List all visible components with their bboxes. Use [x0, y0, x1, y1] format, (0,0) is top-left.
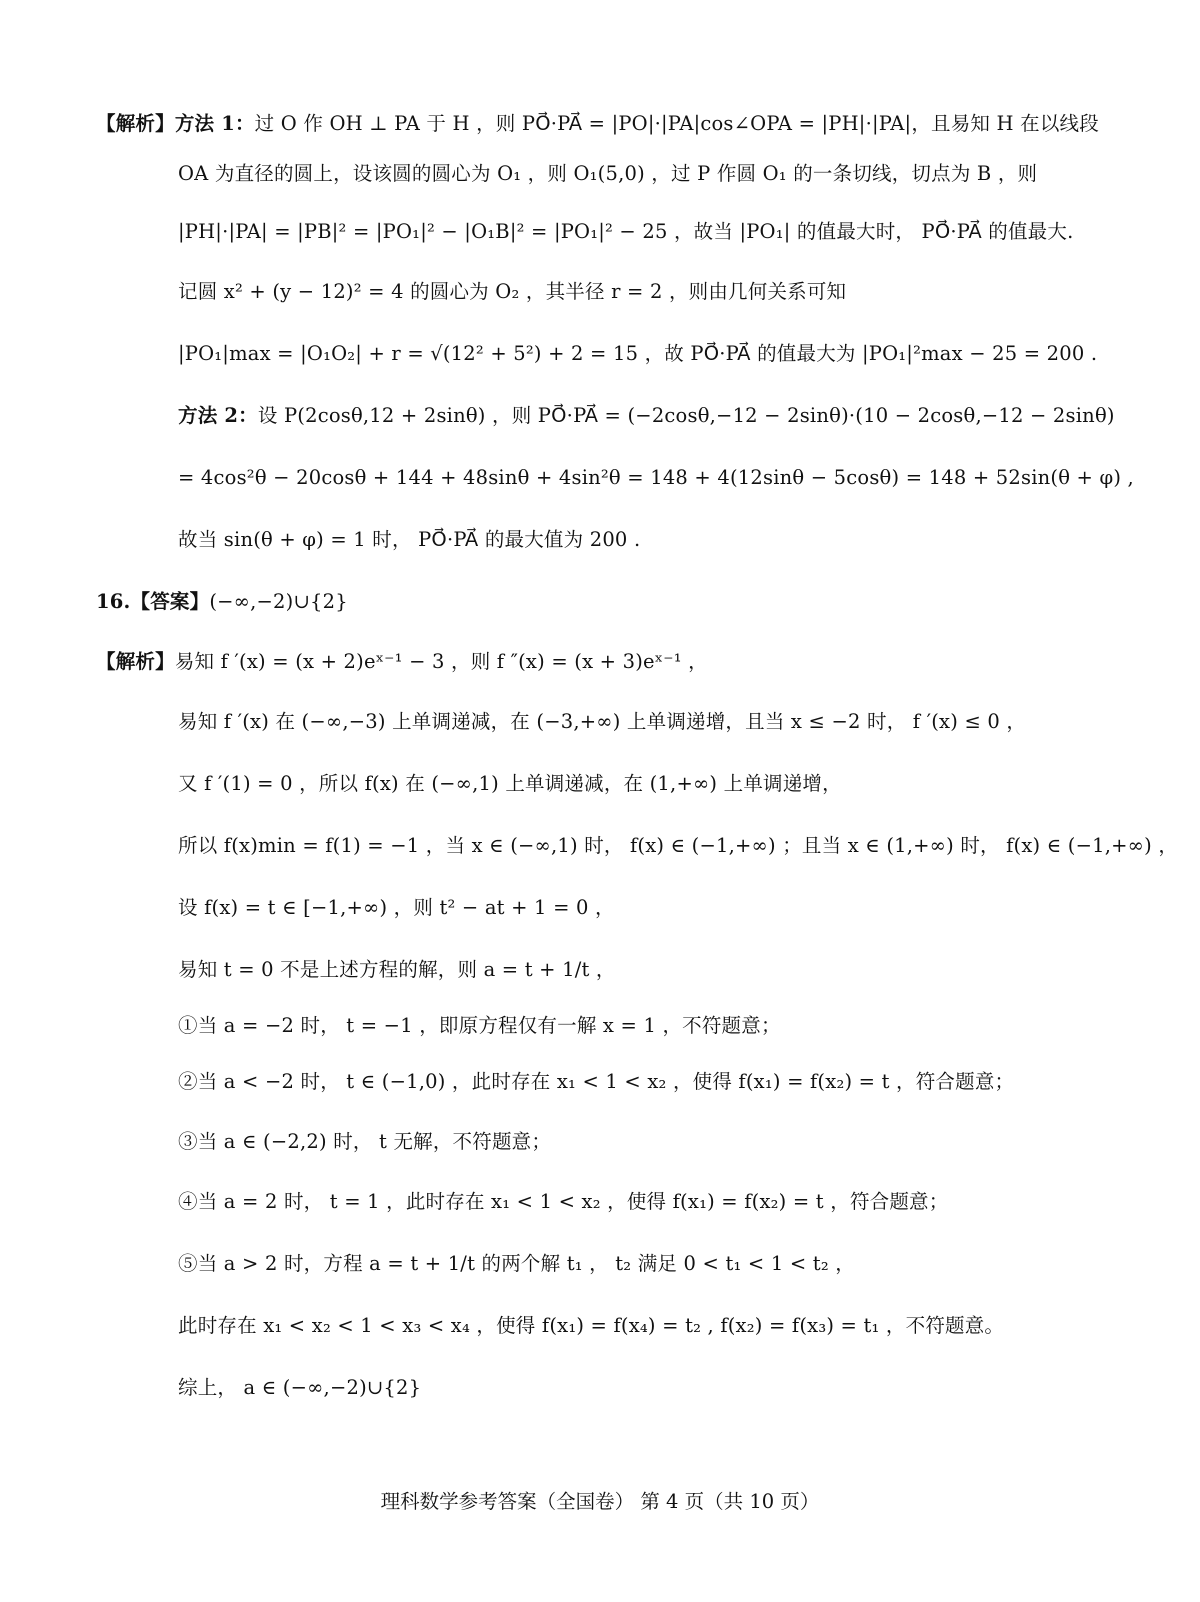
q16-case4: ④当 a = 2 时， t = 1 ，此时存在 x₁ < 1 < x₂ ，使得 f(x₁) = f(x₂) = t ，符合题意；: [178, 1190, 949, 1213]
q16-case5: ⑤当 a > 2 时，方程 a = t + 1/t 的两个解 t₁ ， t₂ 满足 0 < t₁ < 1 < t₂ ，: [178, 1252, 855, 1275]
solution15-method1-line5: |PO₁|max = |O₁O₂| + r = √(12² + 5²) + 2 = 15 ，故 PO⃗·PA⃗ 的值最大为 |PO₁|²max − 25 = 200 .: [178, 342, 1098, 365]
q16-conclusion: 综上， a ∈ (−∞,−2)∪{2}: [178, 1376, 422, 1399]
solution15-method2-line2: = 4cos²θ − 20cosθ + 144 + 48sinθ + 4sin²θ = 148 + 4(12sinθ − 5cosθ) = 148 + 52sin(θ + φ) ,: [178, 466, 1134, 489]
method1-label: 方法 1：: [174, 112, 255, 135]
method1-text: 过 O 作 OH ⊥ PA 于 H ，则 PO⃗·PA⃗ = |PO|·|PA|cos∠OPA = |PH|·|PA|，且易知 H 在以线段: [254, 112, 1099, 135]
q16-l5: 设 f(x) = t ∈ [−1,+∞) ，则 t² − at + 1 = 0 ，: [178, 896, 615, 919]
q16-case6: 此时存在 x₁ < x₂ < 1 < x₃ < x₄ ，使得 f(x₁) = f(x₄) = t₂ , f(x₂) = f(x₃) = t₁ ，不符题意。: [178, 1314, 1005, 1337]
solution15-method1-line2: OA 为直径的圆上，设该圆的圆心为 O₁ ，则 O₁(5,0) ，过 P 作圆 O₁ 的一条切线，切点为 B ，则: [178, 162, 1038, 185]
solution15-method1-line3: |PH|·|PA| = |PB|² = |PO₁|² − |O₁B|² = |PO₁|² − 25 ，故当 |PO₁| 的值最大时， PO⃗·PA⃗ 的值最大.: [178, 220, 1074, 243]
q16-answer-label: 16.【答案】: [96, 590, 210, 613]
solution15-method2-line1: [178, 402, 1115, 430]
q16-case1: ①当 a = −2 时， t = −1 ，即原方程仅有一解 x = 1 ，不符题意；: [178, 1014, 781, 1037]
q16-l2: 易知 f ′(x) 在 (−∞,−3) 上单调递减，在 (−3,+∞) 上单调递增，且当 x ≤ −2 时， f ′(x) ≤ 0 ，: [178, 710, 1027, 733]
q16-case2: ②当 a < −2 时， t ∈ (−1,0) ，此时存在 x₁ < 1 < x₂ ，使得 f(x₁) = f(x₂) = t ，符合题意；: [178, 1070, 1015, 1093]
q16-l4: 所以 f(x)min = f(1) = −1 ，当 x ∈ (−∞,1) 时， f(x) ∈ (−1,+∞) ；且当 x ∈ (1,+∞) 时， f(x) ∈ (−1,+∞) ，: [178, 834, 1179, 857]
q16-analysis-line1: [96, 648, 708, 676]
solution15-method2-line3: 故当 sin(θ + φ) = 1 时， PO⃗·PA⃗ 的最大值为 200 .: [178, 528, 641, 551]
solution15-method1-line1: [96, 110, 1099, 138]
q16-l6: 易知 t = 0 不是上述方程的解，则 a = t + 1/t ，: [178, 958, 616, 981]
q16-case3: ③当 a ∈ (−2,2) 时， t 无解，不符题意；: [178, 1130, 552, 1153]
method2-label: 方法 2：: [178, 404, 258, 427]
q16-answer: (−∞,−2)∪{2}: [209, 590, 348, 613]
q16-answer-line: [96, 588, 348, 616]
q16-l1: 易知 f ′(x) = (x + 2)eˣ⁻¹ − 3 ，则 f ″(x) = (x + 3)eˣ⁻¹ ，: [174, 650, 708, 673]
q16-solution-tag: 【解析】: [96, 650, 175, 673]
solution-tag: 【解析】: [96, 112, 175, 135]
q16-l3: 又 f ′(1) = 0 ，所以 f(x) 在 (−∞,1) 上单调递减，在 (1,+∞) 上单调递增，: [178, 772, 842, 795]
page-footer: 理科数学参考答案（全国卷） 第 4 页（共 10 页）: [380, 1490, 820, 1513]
solution15-method1-line4: 记圆 x² + (y − 12)² = 4 的圆心为 O₂ ，其半径 r = 2 ，则由几何关系可知: [178, 280, 847, 303]
method2-text: 设 P(2cosθ,12 + 2sinθ) ，则 PO⃗·PA⃗ = (−2cosθ,−12 − 2sinθ)·(10 − 2cosθ,−12 − 2sinθ): [257, 404, 1115, 427]
